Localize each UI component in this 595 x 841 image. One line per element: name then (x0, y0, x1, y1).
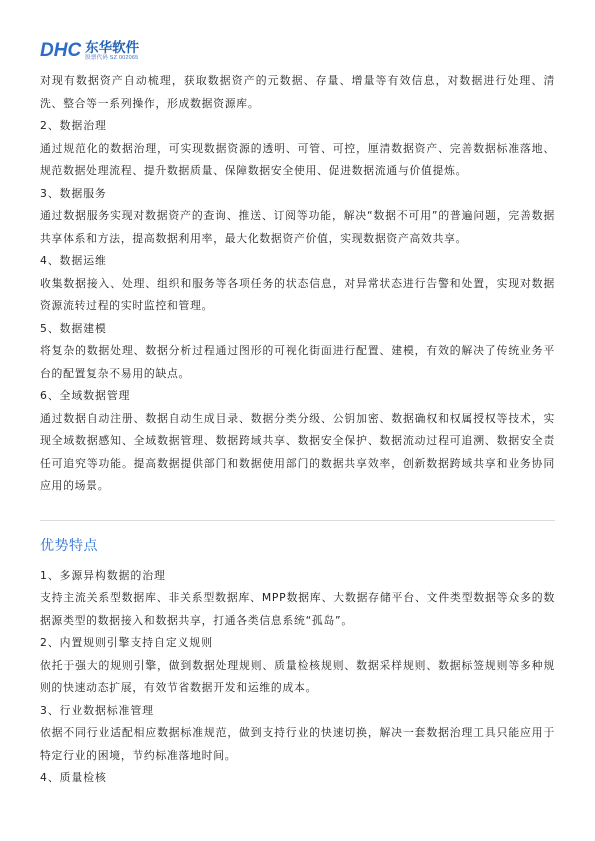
section-title: 优势特点 (40, 537, 98, 554)
section-advantages (40, 537, 555, 790)
subsection-heading: 4、数据运维 (40, 254, 107, 267)
subsection-heading: 6、全域数据管理 (40, 389, 131, 402)
paragraph: 支持主流关系型数据库、非关系型数据库、MPP数据库、大数据存储平台、文件类型数据等众多的数据源类型的数据接入和数据共享，打通各类信息系统“孤岛”。 (40, 591, 555, 627)
subsection-heading: 3、行业数据标准管理 (40, 703, 155, 717)
paragraph: 依托于强大的规则引擎，做到数据处理规则、质量检核规则、数据采样规则、数据标签规则等多种规则的快速动态扩展，有效节省数据开发和运维的成本。 (40, 658, 555, 694)
document-body (40, 70, 555, 790)
section-features (40, 70, 555, 498)
subsection-heading: 3、数据服务 (40, 186, 107, 200)
logo-stock-code: 股票代码 SZ 002065 (85, 54, 139, 61)
paragraph: 依据不同行业适配相应数据标准规范，做到支持行业的快速切换，解决一套数据治理工具只能应用于特定行业的困境，节约标准落地时间。 (40, 726, 555, 762)
paragraph: 收集数据接入、处理、组织和服务等各项任务的状态信息，对异常状态进行告警和处置，实现对数据资源流转过程的实时监控和管理。 (40, 276, 555, 312)
company-logo (40, 38, 139, 64)
paragraph: 通过数据自动注册、数据自动生成目录、数据分类分级、公钥加密、数据确权和权属授权等技术，实现全域数据感知、全域数据管理、数据跨域共享、数据安全保护、数据流动过程可追溯、数据安全责任可追究等功能。提高数据提供部门和数据使用部门的数据共享效率，创新数据跨域共享和业务协同应用的场景。 (40, 411, 555, 492)
subsection-heading: 5、数据建模 (40, 321, 107, 335)
logo-mark: DHC (40, 40, 82, 61)
section-divider (40, 520, 555, 521)
subsection-heading: 2、内置规则引擎支持自定义规则 (40, 636, 214, 649)
logo-company-name: 东华软件 (85, 39, 140, 56)
paragraph: 通过规范化的数据治理，可实现数据资源的透明、可管、可控，厘清数据资产、完善数据标准落地、规范数据处理流程、提升数据质量、保障数据安全使用、促进数据流通与价值提炼。 (40, 141, 555, 177)
logo-text (85, 41, 139, 62)
paragraph: 通过数据服务实现对数据资产的查询、推送、订阅等功能，解决“数据不可用”的普遍问题，完善数据共享体系和方法，提高数据利用率，最大化数据资产价值，实现数据资产高效共享。 (40, 209, 555, 245)
paragraph: 将复杂的数据处理、数据分析过程通过图形的可视化街面进行配置、建模，有效的解决了传统业务平台的配置复杂不易用的缺点。 (40, 344, 555, 380)
subsection-heading: 1、多源异构数据的治理 (40, 568, 166, 582)
paragraph: 对现有数据资产自动梳理，获取数据资产的元数据、存量、增量等有效信息，对数据进行处理、清洗、整合等一系列操作，形成数据资源库。 (40, 74, 555, 110)
subsection-heading: 2、数据治理 (40, 119, 107, 132)
subsection-heading: 4、质量检核 (40, 771, 107, 784)
